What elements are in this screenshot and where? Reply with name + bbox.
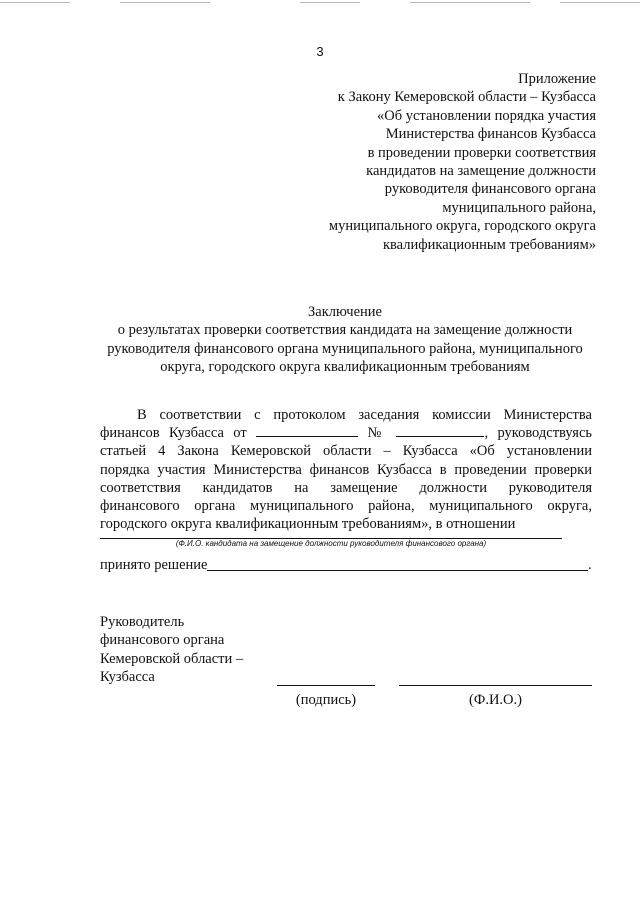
- body-line: соответствия кандидатов на замещение должности руководителя: [100, 479, 592, 496]
- appendix-line: Министерства финансов Кузбасса: [385, 126, 596, 143]
- decision-end: .: [588, 557, 592, 573]
- body-line: статьей 4 Закона Кемеровской области – Кузбасса «Об установлении: [100, 443, 592, 460]
- title-heading: Заключение: [308, 304, 382, 320]
- body-line-protocol: [100, 424, 592, 442]
- protocol-number-blank[interactable]: [396, 425, 484, 437]
- protocol-date-label: финансов Кузбасса от: [100, 425, 247, 442]
- appendix-line: квалификационным требованиям»: [382, 236, 596, 253]
- protocol-tail: , руководствуясь: [484, 425, 593, 442]
- body-line: городского округа квалификационным требованиям», в отношении: [100, 516, 516, 533]
- decision-blank[interactable]: [207, 570, 588, 571]
- scan-top-edge: [0, 2, 640, 3]
- protocol-date-blank[interactable]: [256, 425, 358, 437]
- body-line: финансового органа муниципального района, муниципального округа,: [100, 498, 592, 515]
- signer-block: [100, 613, 300, 686]
- body-line: порядка участия Министерства финансов Кузбасса в проведении проверки: [100, 461, 592, 478]
- appendix-header: [256, 70, 596, 254]
- signer-line: Кемеровской области –: [100, 650, 244, 667]
- appendix-line: руководителя финансового органа: [384, 181, 596, 198]
- title-line: руководителя финансового органа муниципального района, муниципального: [107, 340, 583, 357]
- document-title: [90, 303, 600, 377]
- decision-label: принято решение: [100, 557, 208, 573]
- candidate-name-caption: (Ф.И.О. кандидата на замещение должности руководителя финансового органа): [175, 539, 487, 548]
- signature-caption: (подпись): [295, 692, 357, 708]
- protocol-number-label: №: [367, 425, 388, 442]
- title-line: о результатах проверки соответствия кандидата на замещение должности: [117, 322, 573, 339]
- signer-line: Кузбасса: [100, 668, 155, 685]
- appendix-line: муниципального района,: [442, 199, 596, 216]
- body-line: В соответствии с протоколом заседания комиссии Министерства: [137, 407, 592, 423]
- appendix-line: кандидатов на замещение должности: [366, 163, 596, 180]
- appendix-line: к Закону Кемеровской области – Кузбасса: [337, 89, 596, 106]
- signer-line: Руководитель: [100, 614, 185, 630]
- body-paragraph: [100, 406, 592, 533]
- appendix-line: Приложение: [518, 71, 596, 87]
- signer-line: финансового органа: [100, 632, 225, 649]
- title-line: округа, городского округа квалификационным требованиям: [160, 359, 530, 376]
- appendix-line: муниципального округа, городского округа: [328, 218, 596, 235]
- appendix-line: «Об установлении порядка участия: [377, 107, 596, 124]
- page-number: 3: [316, 44, 324, 59]
- fio-line[interactable]: [399, 685, 592, 686]
- appendix-line: в проведении проверки соответствия: [367, 144, 596, 161]
- signature-line[interactable]: [277, 685, 375, 686]
- fio-caption: (Ф.И.О.): [469, 692, 522, 708]
- decision-row: [100, 556, 595, 574]
